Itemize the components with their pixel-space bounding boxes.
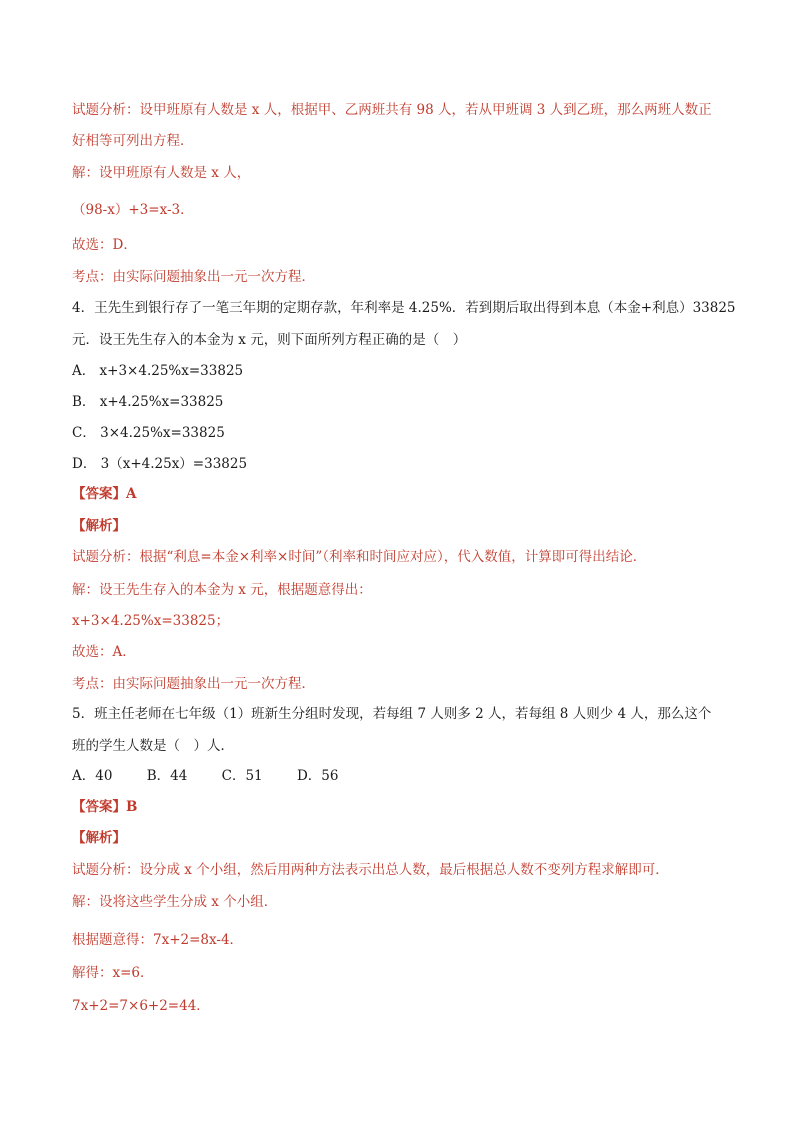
q5-analysis: 试题分析：设分成 x 个小组，然后用两种方法表示出总人数，最后根据总人数不变列方程求解即可． [72, 862, 669, 878]
q5-jiexi-heading: 【解析】 [72, 830, 126, 846]
q5-eq-2: 解得：x=6． [72, 965, 154, 981]
q4-kaodian: 考点：由实际问题抽象出一元一次方程． [72, 676, 315, 692]
q5-option-d: D．56 [296, 768, 339, 784]
q4-solve: 解：设王先生存入的本金为 x 元，根据题意得出： [72, 582, 372, 598]
prev-analysis-line-1: 试题分析：设甲班原有人数是 x 人，根据甲、乙两班共有 98 人，若从甲班调 3 人到乙班，那么两班人数正 [72, 102, 712, 118]
q4-option-c: C． 3×4.25%x=33825 [72, 425, 225, 441]
q5-eq-1: 根据题意得：7x+2=8x-4． [72, 932, 244, 948]
prev-analysis-line-2: 好相等可列出方程． [72, 133, 194, 149]
q4-answer: 【答案】A [72, 486, 137, 502]
q4-option-b: B． x+4.25%x=33825 [72, 394, 224, 410]
q5-option-a: A．40 [72, 768, 113, 784]
q5-eq-3: 7x+2=7×6+2=44． [72, 998, 210, 1014]
q4-analysis: 试题分析：根据“利息=本金×利率×时间”（利率和时间应对应），代入数值，计算即可得出结论． [72, 549, 647, 565]
q4-stem-line-2: 元．设王先生存入的本金为 x 元，则下面所列方程正确的是（ ） [72, 332, 467, 348]
q4-equation: x+3×4.25%x=33825； [72, 613, 230, 629]
q5-option-b: B．44 [146, 768, 188, 784]
q5-options-row [72, 767, 732, 785]
q5-answer: 【答案】B [72, 799, 138, 815]
q5-option-c: C．51 [221, 768, 263, 784]
prev-choice: 故选：D． [72, 237, 137, 253]
prev-kaodian: 考点：由实际问题抽象出一元一次方程． [72, 269, 315, 285]
q4-option-a: A． x+3×4.25%x=33825 [72, 363, 244, 379]
q4-jiexi-heading: 【解析】 [72, 518, 126, 534]
q4-choice: 故选：A． [72, 644, 136, 660]
prev-solve-line: 解：设甲班原有人数是 x 人， [72, 165, 251, 181]
q4-option-d: D． 3（x+4.25x）=33825 [72, 456, 248, 472]
q4-stem-line-1: 4．王先生到银行存了一笔三年期的定期存款，年利率是 4.25%．若到期后取出得到本息（本金+利息）33825 [72, 300, 736, 316]
q5-solve: 解：设将这些学生分成 x 个小组． [72, 894, 278, 910]
q5-stem-line-2: 班的学生人数是（ ）人． [72, 738, 234, 754]
q5-stem-line-1: 5．班主任老师在七年级（1）班新生分组时发现，若每组 7 人则多 2 人，若每组 8 人则少 4 人，那么这个 [72, 706, 712, 722]
prev-equation: （98-x）+3=x-3． [72, 202, 194, 218]
